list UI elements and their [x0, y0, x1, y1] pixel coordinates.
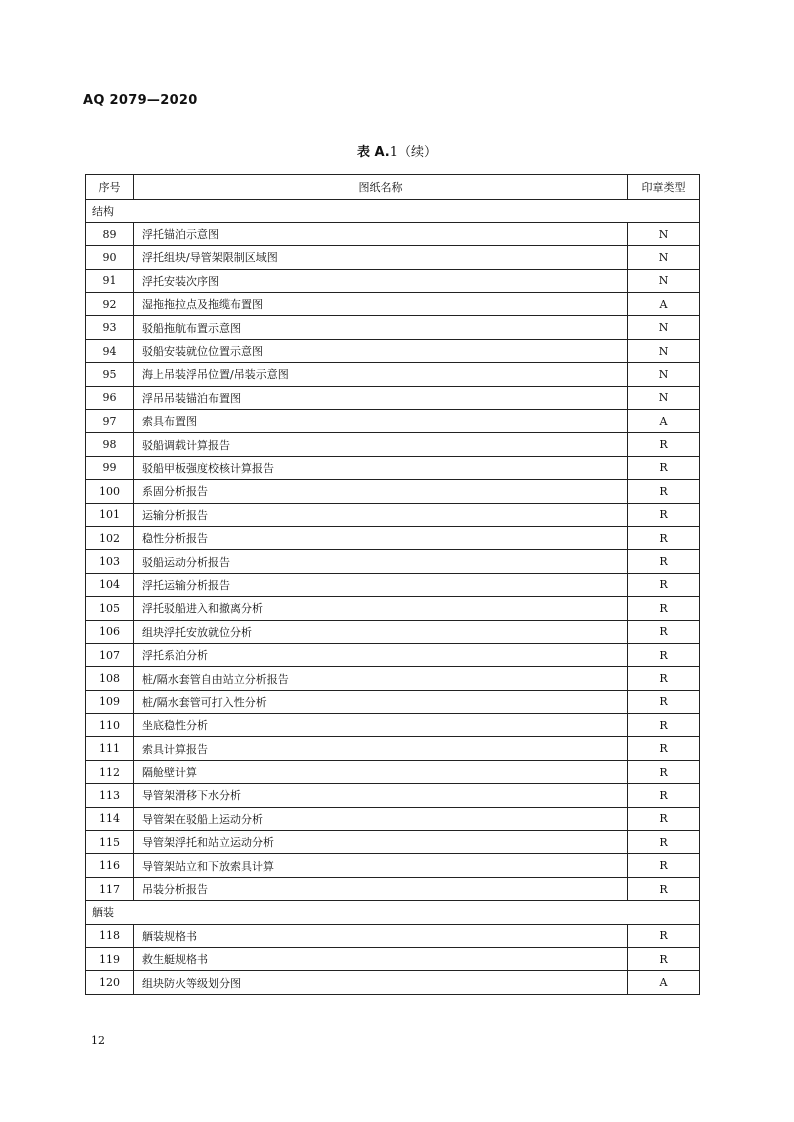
table-row	[86, 760, 700, 783]
row-seal-type: R	[628, 573, 700, 596]
table-row	[86, 667, 700, 690]
table-row	[86, 831, 700, 854]
table-row	[86, 620, 700, 643]
row-seal-type: A	[628, 971, 700, 994]
section-row	[86, 199, 700, 222]
row-serial-no: 106	[86, 620, 134, 643]
row-drawing-name: 运输分析报告	[134, 503, 628, 526]
row-serial-no: 98	[86, 433, 134, 456]
row-serial-no: 109	[86, 690, 134, 713]
table-row	[86, 433, 700, 456]
row-drawing-name: 组块浮托安放就位分析	[134, 620, 628, 643]
table-row	[86, 737, 700, 760]
row-drawing-name: 浮托驳船进入和撤离分析	[134, 597, 628, 620]
table-title-prefix: 表 A.	[356, 145, 390, 160]
table-row	[86, 854, 700, 877]
table-row	[86, 363, 700, 386]
standard-code: AQ 2079—2020	[83, 93, 198, 108]
table-row	[86, 573, 700, 596]
header-serial-no: 序号	[86, 175, 134, 200]
table-row	[86, 784, 700, 807]
row-serial-no: 89	[86, 222, 134, 245]
row-seal-type: R	[628, 550, 700, 573]
row-drawing-name: 救生艇规格书	[134, 948, 628, 971]
row-drawing-name: 桩/隔水套管自由站立分析报告	[134, 667, 628, 690]
row-seal-type: R	[628, 854, 700, 877]
row-serial-no: 119	[86, 948, 134, 971]
row-seal-type: R	[628, 690, 700, 713]
row-serial-no: 115	[86, 831, 134, 854]
row-drawing-name: 浮托运输分析报告	[134, 573, 628, 596]
row-drawing-name: 湿拖拖拉点及拖缆布置图	[134, 293, 628, 316]
row-drawing-name: 浮托锚泊示意图	[134, 222, 628, 245]
row-serial-no: 118	[86, 924, 134, 947]
row-seal-type: R	[628, 643, 700, 666]
drawing-list-table	[85, 174, 700, 995]
row-seal-type: N	[628, 246, 700, 269]
table-row	[86, 597, 700, 620]
table-header-row	[86, 175, 700, 200]
row-serial-no: 95	[86, 363, 134, 386]
row-drawing-name: 驳船运动分析报告	[134, 550, 628, 573]
table-title	[0, 141, 794, 160]
row-seal-type: A	[628, 293, 700, 316]
row-drawing-name: 导管架站立和下放索具计算	[134, 854, 628, 877]
table-row	[86, 948, 700, 971]
row-serial-no: 102	[86, 526, 134, 549]
table-row	[86, 550, 700, 573]
row-serial-no: 103	[86, 550, 134, 573]
row-drawing-name: 浮托安装次序图	[134, 269, 628, 292]
row-seal-type: N	[628, 339, 700, 362]
table-row	[86, 480, 700, 503]
row-seal-type: R	[628, 620, 700, 643]
row-seal-type: R	[628, 456, 700, 479]
row-serial-no: 110	[86, 714, 134, 737]
table-row	[86, 293, 700, 316]
row-serial-no: 112	[86, 760, 134, 783]
table-row	[86, 714, 700, 737]
row-drawing-name: 驳船甲板强度校核计算报告	[134, 456, 628, 479]
row-drawing-name: 导管架浮托和站立运动分析	[134, 831, 628, 854]
row-serial-no: 99	[86, 456, 134, 479]
row-serial-no: 91	[86, 269, 134, 292]
section-title: 结构	[86, 199, 700, 222]
row-drawing-name: 驳船调载计算报告	[134, 433, 628, 456]
row-seal-type: R	[628, 784, 700, 807]
row-seal-type: R	[628, 877, 700, 900]
row-seal-type: R	[628, 948, 700, 971]
row-serial-no: 96	[86, 386, 134, 409]
row-serial-no: 116	[86, 854, 134, 877]
row-seal-type: R	[628, 807, 700, 830]
header-seal-type: 印章类型	[628, 175, 700, 200]
row-seal-type: R	[628, 667, 700, 690]
row-serial-no: 93	[86, 316, 134, 339]
section-row	[86, 901, 700, 924]
table-row	[86, 222, 700, 245]
table-row	[86, 526, 700, 549]
row-seal-type: R	[628, 526, 700, 549]
row-seal-type: R	[628, 503, 700, 526]
section-title: 舾装	[86, 901, 700, 924]
row-drawing-name: 索具计算报告	[134, 737, 628, 760]
table-row	[86, 456, 700, 479]
table-row	[86, 877, 700, 900]
row-seal-type: N	[628, 386, 700, 409]
row-drawing-name: 浮托系泊分析	[134, 643, 628, 666]
row-drawing-name: 稳性分析报告	[134, 526, 628, 549]
table-row	[86, 339, 700, 362]
row-serial-no: 90	[86, 246, 134, 269]
row-seal-type: R	[628, 737, 700, 760]
table-body	[86, 199, 700, 994]
table-row	[86, 503, 700, 526]
row-drawing-name: 组块防火等级划分图	[134, 971, 628, 994]
row-seal-type: N	[628, 269, 700, 292]
row-drawing-name: 舾装规格书	[134, 924, 628, 947]
row-drawing-name: 海上吊装浮吊位置/吊装示意图	[134, 363, 628, 386]
table-row	[86, 971, 700, 994]
page-number: 12	[91, 1034, 105, 1047]
row-seal-type: R	[628, 831, 700, 854]
row-serial-no: 104	[86, 573, 134, 596]
row-serial-no: 113	[86, 784, 134, 807]
row-serial-no: 97	[86, 410, 134, 433]
row-drawing-name: 驳船安装就位位置示意图	[134, 339, 628, 362]
row-drawing-name: 隔舱壁计算	[134, 760, 628, 783]
row-seal-type: A	[628, 410, 700, 433]
row-seal-type: R	[628, 714, 700, 737]
row-seal-type: N	[628, 222, 700, 245]
row-drawing-name: 驳船拖航布置示意图	[134, 316, 628, 339]
row-serial-no: 107	[86, 643, 134, 666]
row-drawing-name: 吊装分析报告	[134, 877, 628, 900]
row-drawing-name: 坐底稳性分析	[134, 714, 628, 737]
table-title-suffix: 1（续）	[389, 145, 438, 160]
table-row	[86, 269, 700, 292]
row-seal-type: N	[628, 363, 700, 386]
row-drawing-name: 导管架在驳船上运动分析	[134, 807, 628, 830]
row-serial-no: 120	[86, 971, 134, 994]
row-drawing-name: 浮吊吊装锚泊布置图	[134, 386, 628, 409]
row-seal-type: R	[628, 433, 700, 456]
table-row	[86, 246, 700, 269]
header-drawing-name: 图纸名称	[134, 175, 628, 200]
row-seal-type: R	[628, 480, 700, 503]
row-drawing-name: 导管架滑移下水分析	[134, 784, 628, 807]
row-seal-type: R	[628, 597, 700, 620]
table-row	[86, 924, 700, 947]
row-seal-type: R	[628, 924, 700, 947]
row-drawing-name: 桩/隔水套管可打入性分析	[134, 690, 628, 713]
table-row	[86, 643, 700, 666]
row-serial-no: 105	[86, 597, 134, 620]
table-row	[86, 690, 700, 713]
row-serial-no: 111	[86, 737, 134, 760]
row-seal-type: R	[628, 760, 700, 783]
row-drawing-name: 浮托组块/导管架限制区域图	[134, 246, 628, 269]
row-serial-no: 108	[86, 667, 134, 690]
table-row	[86, 386, 700, 409]
table-row	[86, 410, 700, 433]
row-serial-no: 101	[86, 503, 134, 526]
table-row	[86, 316, 700, 339]
row-serial-no: 92	[86, 293, 134, 316]
row-serial-no: 117	[86, 877, 134, 900]
row-serial-no: 100	[86, 480, 134, 503]
row-drawing-name: 索具布置图	[134, 410, 628, 433]
row-serial-no: 94	[86, 339, 134, 362]
row-drawing-name: 系固分析报告	[134, 480, 628, 503]
table-row	[86, 807, 700, 830]
row-seal-type: N	[628, 316, 700, 339]
row-serial-no: 114	[86, 807, 134, 830]
